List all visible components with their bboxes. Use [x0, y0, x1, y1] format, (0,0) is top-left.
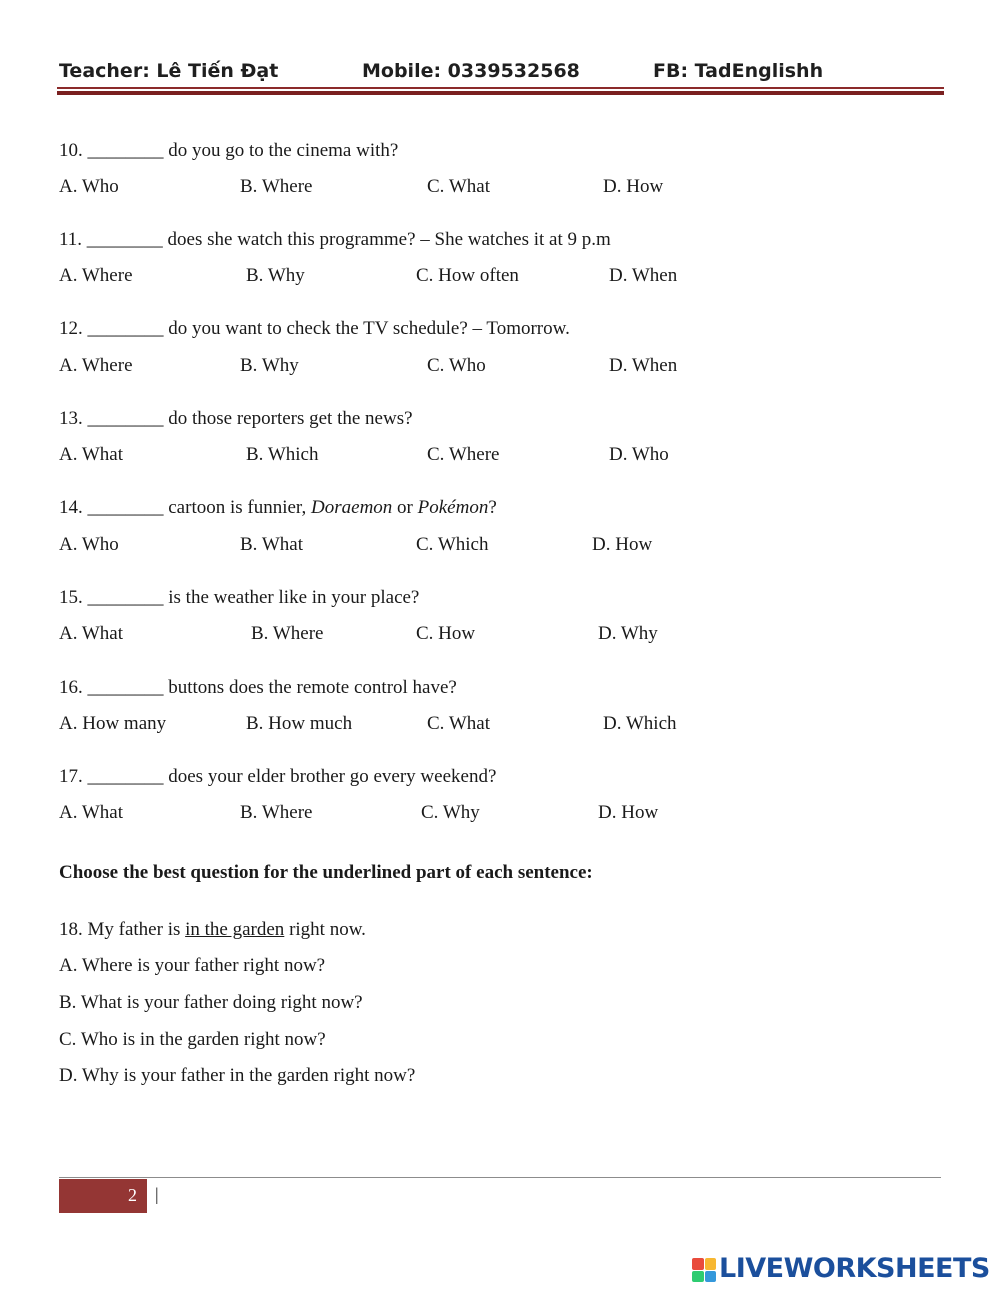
- facebook-handle: FB: TadEnglishh: [653, 60, 824, 82]
- q18-option-c[interactable]: C. Who is in the garden right now?: [59, 1029, 326, 1050]
- question-16: 16. ________ buttons does the remote control have?: [59, 677, 457, 698]
- q10-option-a[interactable]: A. Who: [59, 176, 119, 197]
- q16-option-d[interactable]: D. Which: [603, 713, 677, 734]
- question-12: 12. ________ do you want to check the TV schedule? – Tomorrow.: [59, 318, 570, 339]
- q14-prompt-mid: or: [392, 497, 418, 518]
- q11-option-a[interactable]: A. Where: [59, 265, 133, 286]
- q13-option-d[interactable]: D. Who: [609, 444, 669, 465]
- q15-option-d[interactable]: D. Why: [598, 623, 658, 644]
- q14-prompt-start: 14. ________ cartoon is funnier,: [59, 497, 312, 518]
- q11-option-c[interactable]: C. How often: [416, 265, 519, 286]
- q11-option-d[interactable]: D. When: [609, 265, 678, 286]
- page-header: [59, 58, 944, 88]
- q17-option-c[interactable]: C. Why: [421, 802, 480, 823]
- q15-option-c[interactable]: C. How: [416, 623, 476, 644]
- section-instruction: Choose the best question for the underlined part of each sentence:: [59, 862, 593, 883]
- q10-option-d[interactable]: D. How: [603, 176, 664, 197]
- q13-option-a[interactable]: A. What: [59, 444, 124, 465]
- q15-option-a[interactable]: A. What: [59, 623, 124, 644]
- q10-option-c[interactable]: C. What: [427, 176, 490, 197]
- q11-option-b[interactable]: B. Why: [246, 265, 305, 286]
- liveworksheets-brand: [692, 1253, 992, 1287]
- q16-option-c[interactable]: C. What: [427, 713, 490, 734]
- q12-option-a[interactable]: A. Where: [59, 355, 133, 376]
- page-number-box: [59, 1179, 147, 1213]
- footer-rule: [59, 1177, 941, 1178]
- teacher-name: Teacher: Lê Tiến Đạt: [59, 60, 279, 82]
- q18-prompt-start: 18. My father is: [59, 919, 186, 940]
- q16-option-b[interactable]: B. How much: [246, 713, 353, 734]
- question-13: 13. ________ do those reporters get the news?: [59, 408, 413, 429]
- q14-prompt-end: ?: [488, 497, 497, 518]
- question-17: 17. ________ does your elder brother go every weekend?: [59, 766, 497, 787]
- q15-option-b[interactable]: B. Where: [251, 623, 324, 644]
- mobile-number: Mobile: 0339532568: [362, 60, 580, 82]
- q14-option-b[interactable]: B. What: [240, 534, 303, 555]
- page-number: 2: [128, 1185, 137, 1205]
- question-10: 10. ________ do you go to the cinema with?: [59, 140, 399, 161]
- q14-title-pokemon: Pokémon: [417, 497, 489, 518]
- q18-option-a[interactable]: A. Where is your father right now?: [59, 955, 326, 976]
- q18-underlined-part: in the garden: [185, 919, 285, 940]
- header-rule-thin: [57, 87, 944, 89]
- q17-option-d[interactable]: D. How: [598, 802, 659, 823]
- q18-option-b[interactable]: B. What is your father doing right now?: [59, 992, 363, 1013]
- q13-option-c[interactable]: C. Where: [427, 444, 500, 465]
- q18-option-d[interactable]: D. Why is your father in the garden right now?: [59, 1065, 416, 1086]
- q17-option-a[interactable]: A. What: [59, 802, 124, 823]
- q18-prompt-end: right now.: [284, 919, 366, 940]
- brand-name: LIVEWORKSHEETS: [719, 1253, 990, 1284]
- q12-option-b[interactable]: B. Why: [240, 355, 299, 376]
- q13-option-b[interactable]: B. Which: [246, 444, 319, 465]
- q14-title-doraemon: Doraemon: [311, 497, 393, 518]
- footer-separator: |: [155, 1184, 159, 1204]
- header-rule-thick: [57, 91, 944, 95]
- q14-option-d[interactable]: D. How: [592, 534, 653, 555]
- q12-option-d[interactable]: D. When: [609, 355, 678, 376]
- q16-option-a[interactable]: A. How many: [59, 713, 167, 734]
- question-15: 15. ________ is the weather like in your place?: [59, 587, 420, 608]
- question-11: 11. ________ does she watch this programme? – She watches it at 9 p.m: [59, 229, 611, 250]
- q14-option-a[interactable]: A. Who: [59, 534, 119, 555]
- question-18: [59, 919, 366, 941]
- q14-option-c[interactable]: C. Which: [416, 534, 489, 555]
- q10-option-b[interactable]: B. Where: [240, 176, 313, 197]
- liveworksheets-logo-icon: [692, 1258, 716, 1282]
- q17-option-b[interactable]: B. Where: [240, 802, 313, 823]
- q12-option-c[interactable]: C. Who: [427, 355, 486, 376]
- question-14: [59, 497, 497, 519]
